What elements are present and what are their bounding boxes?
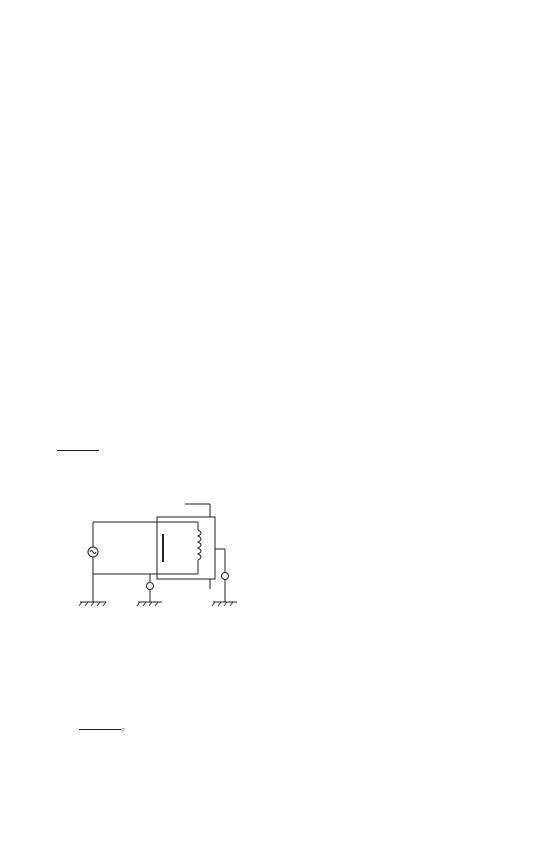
answer-blank bbox=[79, 719, 121, 730]
question-26-text bbox=[57, 439, 522, 458]
question-27-text: 。 bbox=[57, 718, 522, 737]
circuit-diagram bbox=[60, 494, 260, 609]
answer-blank bbox=[57, 440, 99, 451]
